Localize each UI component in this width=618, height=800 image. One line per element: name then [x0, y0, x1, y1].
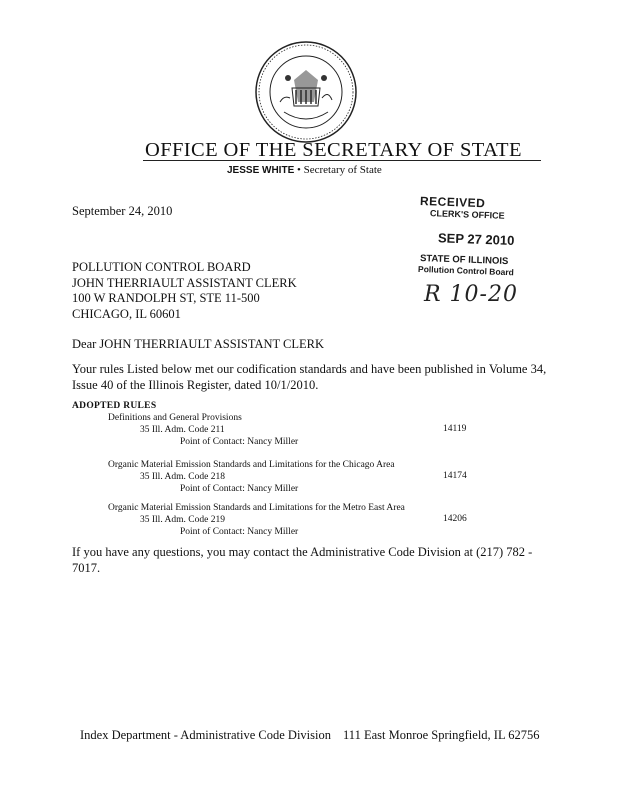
recipient-line: JOHN THERRIAULT ASSISTANT CLERK	[72, 275, 297, 290]
state-seal	[254, 40, 358, 144]
letter-date: September 24, 2010	[72, 204, 173, 218]
recipient-address	[72, 260, 297, 322]
footer-address: 111 East Monroe Springfield, IL 62756	[343, 728, 540, 742]
office-title: OFFICE OF THE SECRETARY OF STATE	[145, 139, 522, 161]
secretary-separator: •	[297, 164, 301, 176]
rule-citation: 35 Ill. Adm. Code 219	[140, 515, 225, 525]
rule-citation: 35 Ill. Adm. Code 218	[140, 472, 225, 482]
body-paragraph: Your rules Listed below met our codification standards and have been published in Volume 34, Issue 40 of the Illinois Register, dated 10/1/2010.	[72, 362, 547, 392]
rule-citation: 35 Ill. Adm. Code 211	[140, 425, 225, 435]
closing-paragraph: If you have any questions, you may contact the Administrative Code Division at (217) 782 - 7017.	[72, 545, 533, 575]
secretary-line	[227, 164, 382, 176]
rule-contact: Point of Contact: Nancy Miller	[180, 527, 299, 537]
rule-title: Organic Material Emission Standards and Limitations for the Metro East Area	[108, 503, 405, 513]
recipient-line: POLLUTION CONTROL BOARD	[72, 260, 251, 274]
footer-department: Index Department - Administrative Code Division	[80, 728, 331, 742]
stamp-clerks-office: CLERK'S OFFICE	[429, 208, 505, 221]
stamp-state: STATE OF ILLINOIS	[419, 252, 509, 268]
rule-contact: Point of Contact: Nancy Miller	[180, 484, 299, 494]
rule-page: 14119	[443, 424, 467, 434]
secretary-role: Secretary of State	[303, 164, 382, 176]
adopted-rules-heading: ADOPTED RULES	[72, 401, 157, 411]
rule-entry	[108, 502, 405, 538]
stamp-board: Pollution Control Board	[417, 263, 515, 278]
recipient-line: 100 W RANDOLPH ST, STE 11-500	[72, 291, 260, 305]
rule-title: Organic Material Emission Standards and Limitations for the Chicago Area	[108, 460, 395, 470]
rule-contact: Point of Contact: Nancy Miller	[180, 437, 299, 447]
stamp-date: SEP 27 2010	[437, 230, 515, 248]
stamp-received: RECEIVED	[419, 193, 486, 211]
salutation: Dear JOHN THERRIAULT ASSISTANT CLERK	[72, 337, 325, 351]
rule-entry	[108, 412, 298, 448]
rule-page: 14206	[443, 514, 467, 524]
handwritten-note: R 10-20	[424, 282, 518, 307]
recipient-line: CHICAGO, IL 60601	[72, 306, 181, 321]
letterhead-divider	[143, 160, 541, 161]
rule-entry	[108, 459, 395, 495]
rule-page: 14174	[443, 471, 467, 481]
rule-title: Definitions and General Provisions	[108, 413, 242, 423]
received-stamp	[417, 193, 535, 278]
footer	[80, 728, 540, 743]
secretary-name: JESSE WHITE	[227, 165, 295, 176]
